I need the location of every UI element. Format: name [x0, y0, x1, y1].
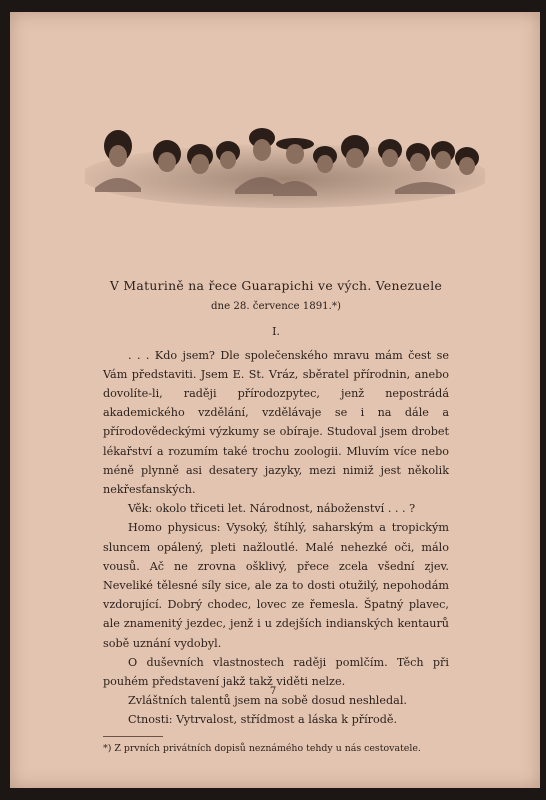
footnote: *) Z prvních privátních dopisů neznámého tehdy u nás cestovatele. [103, 742, 421, 754]
section-number: I. [272, 325, 280, 339]
paragraph-age: Věk: okolo třiceti let. Národnost, náboženství . . . ? [128, 502, 416, 516]
paragraph-talents: Zvláštních talentů jsem na sobě dosud neshledal. [128, 694, 407, 708]
chapter-date: dne 28. července 1891.*) [211, 301, 341, 313]
paragraph-physicus: Homo physicus: Vysoký, štíhlý, saharským a tropickým sluncem opálený, pleti nažloutlé. Malé nehezké oči, málo vousů. Ač ne zrovna ošklivý, přece zcela všední zjev. Neveliké tělesné síly sice, ale za to dosti otužilý, nepohodám vzdorující. Dobrý chodec, lovec ze řemesla. Špatný plavec, ale znamenitý jezdec, jenž i u zdejších indianských kentaurů sobě uznání vydobyl. [103, 521, 449, 650]
chapter-heading: V Maturině na řece Guarapichi ve vých. Venezuele [109, 278, 443, 293]
text-column [103, 276, 449, 755]
portrait-frieze-illustration [85, 118, 485, 208]
paragraph-intro: . . . Kdo jsem? Dle společenského mravu mám čest se Vám představiti. Jsem E. St. Vráz, sběratel přírodnin, anebo dovolíte-li, raději přírodozpytec, jenž nepostrádá akademického vzdělání, vzdělávaje se i na dále a přírodovědeckými výzkumy se obíraje. Studoval jsem drobet lékařství a rozumím také trochu zoologii. Mluvím více nebo méně plynně asi desatery jazyky, mezi nimiž jest několik nekřesťanských. [103, 348, 449, 497]
paragraph-mental: O duševních vlastnostech raději pomlčím. Těch při pouhém představení jakž takž viděti nelze. [103, 655, 449, 689]
footnote-rule [103, 736, 163, 737]
paragraph-virtues: Ctnosti: Vytrvalost, střídmost a láska k přírodě. [128, 713, 398, 727]
page-number: 7 [269, 686, 277, 697]
portrait-frieze-drawing [85, 118, 485, 208]
